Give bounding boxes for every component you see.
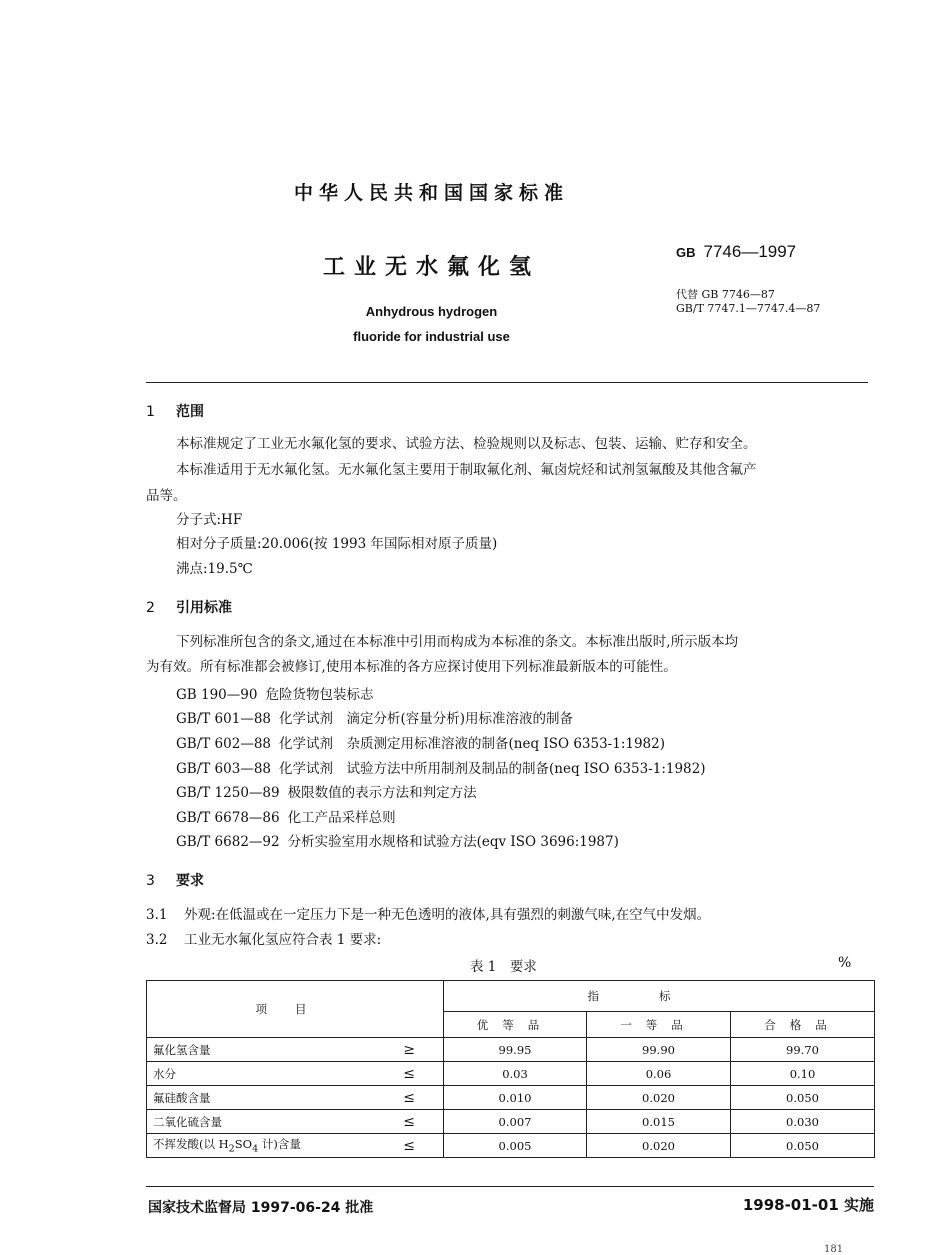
row-value-qualified: 0.10 xyxy=(731,1062,875,1086)
boiling-point: 沸点:19.5℃ xyxy=(176,561,253,577)
clause-3-1-number: 3.1 xyxy=(146,907,168,923)
row-value-superior: 99.95 xyxy=(444,1038,587,1062)
reference-code: GB/T 1250—89 xyxy=(176,785,280,801)
reference-code: GB/T 6678—86 xyxy=(176,810,280,826)
reference-item xyxy=(176,732,665,752)
clause-3-1-text: 外观:在低温或在一定压力下是一种无色透明的液体,具有强烈的刺激气味,在空气中发烟。 xyxy=(184,907,711,923)
table-unit: % xyxy=(838,955,852,971)
row-value-first: 99.90 xyxy=(587,1038,731,1062)
page-number: 181 xyxy=(824,1244,844,1255)
section-1-title: 范围 xyxy=(176,404,204,420)
reference-item xyxy=(176,781,477,801)
reference-item xyxy=(176,806,396,826)
section-2-number: 2 xyxy=(146,600,155,616)
footer-rule xyxy=(146,1186,874,1187)
row-value-superior: 0.03 xyxy=(444,1062,587,1086)
table-header-row xyxy=(147,981,875,1012)
reference-item xyxy=(176,757,706,777)
standard-number xyxy=(676,242,796,262)
clause-3-2-text: 工业无水氟化氢应符合表 1 要求: xyxy=(184,932,382,948)
reference-item xyxy=(176,830,619,850)
table-row xyxy=(147,1110,875,1134)
title-en-line2: fluoride for industrial use xyxy=(353,329,510,344)
row-item-sub1: 2 xyxy=(228,1143,235,1155)
row-item-sub2: 4 xyxy=(252,1143,259,1155)
row-item-prefix: 不挥发酸(以 H xyxy=(153,1137,229,1152)
reference-name: 极限数值的表示方法和判定方法 xyxy=(287,785,477,801)
supersedes-block xyxy=(676,288,820,316)
standard-number-value: 7746—1997 xyxy=(703,242,797,261)
document-title-cn: 工业无水氟化氢 xyxy=(322,255,540,280)
row-value-qualified: 0.030 xyxy=(731,1110,875,1134)
section-1-p1: 本标准规定了工业无水氟化氢的要求、试验方法、检验规则以及标志、包装、运输、贮存和安全。 xyxy=(176,436,757,452)
reference-name: 化学试剂 试验方法中所用制剂及制品的制备(neq ISO 6353-1:1982) xyxy=(279,761,706,777)
reference-code: GB/T 602—88 xyxy=(176,736,271,752)
section-1-p2a: 本标准适用于无水氟化氢。无水氟化氢主要用于制取氟化剂、氟卤烷烃和试剂氢氟酸及其他含氟产 xyxy=(176,462,757,478)
section-2-title: 引用标准 xyxy=(176,600,232,616)
grade-superior: 优等品 xyxy=(444,1012,587,1038)
item-header: 项目 xyxy=(147,981,444,1038)
section-1-heading xyxy=(146,401,204,421)
row-value-first: 0.06 xyxy=(587,1062,731,1086)
section-2-p1b: 为有效。所有标准都会被修订,使用本标准的各方应探讨使用下列标准最新版本的可能性。 xyxy=(146,659,677,675)
effective-date: 1998-01-01 实施 xyxy=(742,1196,874,1214)
row-value-superior: 0.010 xyxy=(444,1086,587,1110)
section-1-number: 1 xyxy=(146,404,155,420)
reference-item xyxy=(176,683,373,703)
row-item xyxy=(147,1134,381,1158)
table-row xyxy=(147,1062,875,1086)
grade-qualified: 合格品 xyxy=(731,1012,875,1038)
section-3-title: 要求 xyxy=(176,873,204,889)
section-1-p2b: 品等。 xyxy=(146,488,187,504)
row-item-suffix: 计)含量 xyxy=(258,1137,301,1152)
row-operator: ≤ xyxy=(381,1134,444,1158)
reference-name: 化学试剂 杂质测定用标准溶液的制备(neq ISO 6353-1:1982) xyxy=(279,736,666,752)
row-operator: ≤ xyxy=(381,1086,444,1110)
row-value-first: 0.020 xyxy=(587,1134,731,1158)
section-3-number: 3 xyxy=(146,873,155,889)
reference-code: GB/T 6682—92 xyxy=(176,834,280,850)
section-3-heading xyxy=(146,870,204,890)
title-en-line1: Anhydrous hydrogen xyxy=(365,304,498,319)
reference-name: 危险货物包装标志 xyxy=(265,687,374,703)
reference-name: 分析实验室用水规格和试验方法(eqv ISO 3696:1987) xyxy=(287,834,619,850)
index-header: 指标 xyxy=(444,981,875,1012)
row-value-qualified: 0.050 xyxy=(731,1086,875,1110)
supersedes-line2: GB/T 7747.1—7747.4—87 xyxy=(676,302,821,315)
table-caption: 表 1 要求 xyxy=(470,959,537,975)
reference-name: 化工产品采样总则 xyxy=(287,810,396,826)
approval-statement: 国家技术监督局 1997-06-24 批准 xyxy=(148,1200,374,1216)
grade-first: 一等品 xyxy=(587,1012,731,1038)
clause-3-1 xyxy=(146,903,710,927)
row-item: 水分 xyxy=(147,1062,381,1086)
table-row xyxy=(147,1086,875,1110)
requirements-table xyxy=(146,980,875,1158)
standard-prefix: GB xyxy=(676,245,696,260)
reference-code: GB/T 603—88 xyxy=(176,761,271,777)
row-item-mid: SO xyxy=(234,1137,253,1152)
table-row xyxy=(147,1134,875,1158)
clause-3-2 xyxy=(146,928,381,952)
clause-3-2-number: 3.2 xyxy=(146,932,168,948)
table-row xyxy=(147,1038,875,1062)
section-2-p1a: 下列标准所包含的条文,通过在本标准中引用而构成为本标准的条文。本标准出版时,所示版本均 xyxy=(176,634,739,650)
row-value-qualified: 99.70 xyxy=(731,1038,875,1062)
row-value-superior: 0.007 xyxy=(444,1110,587,1134)
reference-item xyxy=(176,707,573,727)
row-operator: ≥ xyxy=(381,1038,444,1062)
row-value-qualified: 0.050 xyxy=(731,1134,875,1158)
supersedes-line1: 代替 GB 7746—87 xyxy=(676,288,775,301)
row-value-first: 0.015 xyxy=(587,1110,731,1134)
row-operator: ≤ xyxy=(381,1062,444,1086)
molecular-formula: 分子式:HF xyxy=(176,512,243,528)
reference-name: 化学试剂 滴定分析(容量分析)用标准溶液的制备 xyxy=(279,711,574,727)
reference-code: GB 190—90 xyxy=(176,687,258,703)
reference-code: GB/T 601—88 xyxy=(176,711,271,727)
molecular-mass: 相对分子质量:20.006(按 1993 年国际相对原子质量) xyxy=(176,536,498,552)
country-standard-heading: 中华人民共和国国家标准 xyxy=(293,182,569,204)
row-item: 二氧化硫含量 xyxy=(147,1110,381,1134)
row-value-first: 0.020 xyxy=(587,1086,731,1110)
row-value-superior: 0.005 xyxy=(444,1134,587,1158)
row-operator: ≤ xyxy=(381,1110,444,1134)
row-item: 氟化氢含量 xyxy=(147,1038,381,1062)
header-rule xyxy=(146,382,868,383)
row-item: 氟硅酸含量 xyxy=(147,1086,381,1110)
section-2-heading xyxy=(146,597,232,617)
